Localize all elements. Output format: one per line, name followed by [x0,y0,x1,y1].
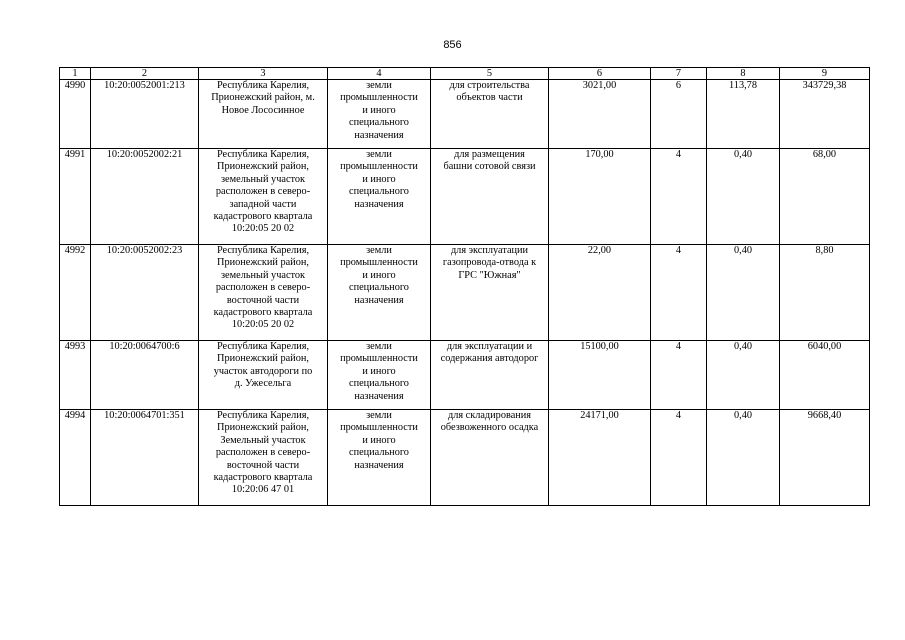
col7-cell: 4 [651,149,707,245]
permitted-use-cell: для размещения башни сотовой связи [431,149,549,245]
row-number-cell: 4993 [60,341,91,410]
row-number-cell: 4994 [60,410,91,506]
cadastral-number-cell: 10:20:0052001:213 [91,80,199,149]
land-plot-table [59,67,870,506]
col7-cell: 4 [651,341,707,410]
location-cell: Республика Карелия, Прионежский район, Земельный участок расположен в северо- восточной части кадастрового квартала 10:20:06 47 01 [199,410,328,506]
cadastral-number-cell: 10:20:0064701:351 [91,410,199,506]
permitted-use-cell: для строительства объектов части [431,80,549,149]
value-cell: 9668,40 [780,410,870,506]
permitted-use-cell: для эксплуатации газопровода-отвода к ГРС "Южная" [431,245,549,341]
row-number-cell: 4991 [60,149,91,245]
land-category-cell: земли промышленности и иного специального назначения [328,149,431,245]
column-header: 3 [199,68,328,80]
table-row [60,80,870,149]
location-cell: Республика Карелия, Прионежский район, участок автодороги по д. Ужесельга [199,341,328,410]
column-header: 6 [549,68,651,80]
column-header: 5 [431,68,549,80]
land-category-cell: земли промышленности и иного специального назначения [328,245,431,341]
column-header: 9 [780,68,870,80]
column-header: 1 [60,68,91,80]
col8-cell: 0,40 [707,410,780,506]
table-row [60,410,870,506]
page-number: 856 [443,39,462,51]
permitted-use-cell: для складирования обезвоженного осадка [431,410,549,506]
value-cell: 8,80 [780,245,870,341]
col7-cell: 4 [651,410,707,506]
cadastral-number-cell: 10:20:0064700:6 [91,341,199,410]
row-number-cell: 4990 [60,80,91,149]
col8-cell: 0,40 [707,341,780,410]
col7-cell: 6 [651,80,707,149]
land-category-cell: земли промышленности и иного специального назначения [328,410,431,506]
table-row [60,149,870,245]
column-header: 8 [707,68,780,80]
col8-cell: 0,40 [707,245,780,341]
location-cell: Республика Карелия, Прионежский район, земельный участок расположен в северо- восточной части кадастрового квартала 10:20:05 20 02 [199,245,328,341]
table-row [60,341,870,410]
area-cell: 3021,00 [549,80,651,149]
cadastral-number-cell: 10:20:0052002:23 [91,245,199,341]
area-cell: 24171,00 [549,410,651,506]
col8-cell: 113,78 [707,80,780,149]
column-header: 7 [651,68,707,80]
column-header: 2 [91,68,199,80]
value-cell: 343729,38 [780,80,870,149]
column-number-header-row [60,68,870,80]
location-cell: Республика Карелия, Прионежский район, м. Новое Лососинное [199,80,328,149]
area-cell: 170,00 [549,149,651,245]
land-category-cell: земли промышленности и иного специального назначения [328,341,431,410]
permitted-use-cell: для эксплуатации и содержания автодорог [431,341,549,410]
value-cell: 6040,00 [780,341,870,410]
location-cell: Республика Карелия, Прионежский район, земельный участок расположен в северо- западной части кадастрового квартала 10:20:05 20 02 [199,149,328,245]
land-category-cell: земли промышленности и иного специального назначения [328,80,431,149]
col7-cell: 4 [651,245,707,341]
area-cell: 15100,00 [549,341,651,410]
col8-cell: 0,40 [707,149,780,245]
column-header: 4 [328,68,431,80]
value-cell: 68,00 [780,149,870,245]
row-number-cell: 4992 [60,245,91,341]
area-cell: 22,00 [549,245,651,341]
table-row [60,245,870,341]
cadastral-number-cell: 10:20:0052002:21 [91,149,199,245]
